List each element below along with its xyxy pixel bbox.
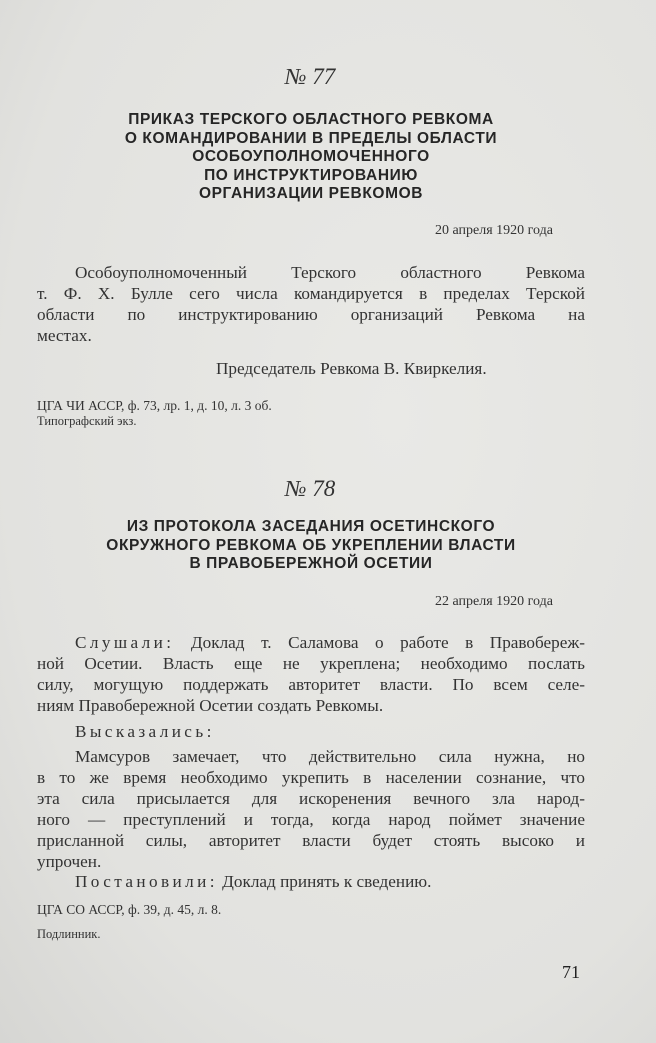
heard-label: Слушали: [75, 633, 175, 652]
body-line: области по инструктированию организаций Ревкома на [37, 305, 585, 324]
title-line: ОРГАНИЗАЦИИ РЕВКОМОВ [198, 185, 424, 202]
title-line: ПРИКАЗ ТЕРСКОГО ОБЛАСТНОГО РЕВКОМА [128, 111, 494, 128]
body-text: Доклад принять к сведению. [217, 872, 432, 891]
copy-note: Типографский экз. [37, 414, 137, 428]
document-number: № 77 [284, 64, 336, 89]
body-line: в то же время необходимо укрепить в населении сознание, что [37, 768, 585, 787]
title-line: ПО ИНСТРУКТИРОВАНИЮ [204, 166, 418, 184]
copy-note: Подлинник. [37, 927, 101, 941]
spoke-label: Высказались: [75, 722, 215, 741]
title-line: В ПРАВОБЕРЕЖНОЙ ОСЕТИИ [189, 555, 433, 572]
body-line: местах. [37, 326, 92, 345]
body-line: ниям Правобережной Осетии создать Ревкомы. [37, 696, 384, 715]
archive-source: ЦГА СО АССР, ф. 39, д. 45, л. 8. [37, 902, 222, 917]
document-date: 20 апреля 1920 года [435, 223, 553, 238]
title-line: ОКРУЖНОГО РЕВКОМА ОБ УКРЕПЛЕНИИ ВЛАСТИ [106, 536, 516, 554]
body-text: Доклад т. Саламова о работе в Правобереж- [174, 633, 585, 652]
body-line: Мамсуров замечает, что действительно сила нужна, но [75, 747, 585, 766]
body-line [75, 632, 585, 653]
body-line: ного — преступлений и тогда, когда народ поймет значение [37, 810, 585, 829]
document-date: 22 апреля 1920 года [435, 594, 553, 609]
document-number: № 78 [284, 476, 336, 501]
document-title [37, 518, 585, 574]
title-line: ИЗ ПРОТОКОЛА ЗАСЕДАНИЯ ОСЕТИНСКОГО [126, 518, 496, 535]
body-line [75, 871, 585, 892]
body-line: присланной силы, авторитет власти будет стоять высоко и [37, 831, 585, 850]
resolved-label: Постановили: [75, 872, 218, 891]
body-line: т. Ф. Х. Булле сего числа командируется в пределах Терской [37, 284, 585, 303]
title-line: О КОМАНДИРОВАНИИ В ПРЕДЕЛЫ ОБЛАСТИ [124, 129, 498, 147]
signature: Председатель Ревкома В. Квиркелия. [216, 359, 487, 378]
page-number: 71 [562, 962, 580, 982]
title-line: ОСОБОУПОЛНОМОЧЕННОГО [192, 148, 430, 165]
body-line: силу, могущую поддержать авторитет власти. По всем селе- [37, 675, 585, 694]
document-title [37, 111, 585, 204]
archive-source: ЦГА ЧИ АССР, ф. 73, лр. 1, д. 10, л. 3 об. [37, 398, 272, 413]
body-line: эта сила присылается для искоренения вечного зла народ- [37, 789, 585, 808]
body-line: упрочен. [37, 852, 102, 871]
body-line: Особоуполномоченный Терского областного Ревкома [75, 263, 585, 282]
body-line: ной Осетии. Власть еще не укреплена; необходимо послать [37, 654, 585, 673]
